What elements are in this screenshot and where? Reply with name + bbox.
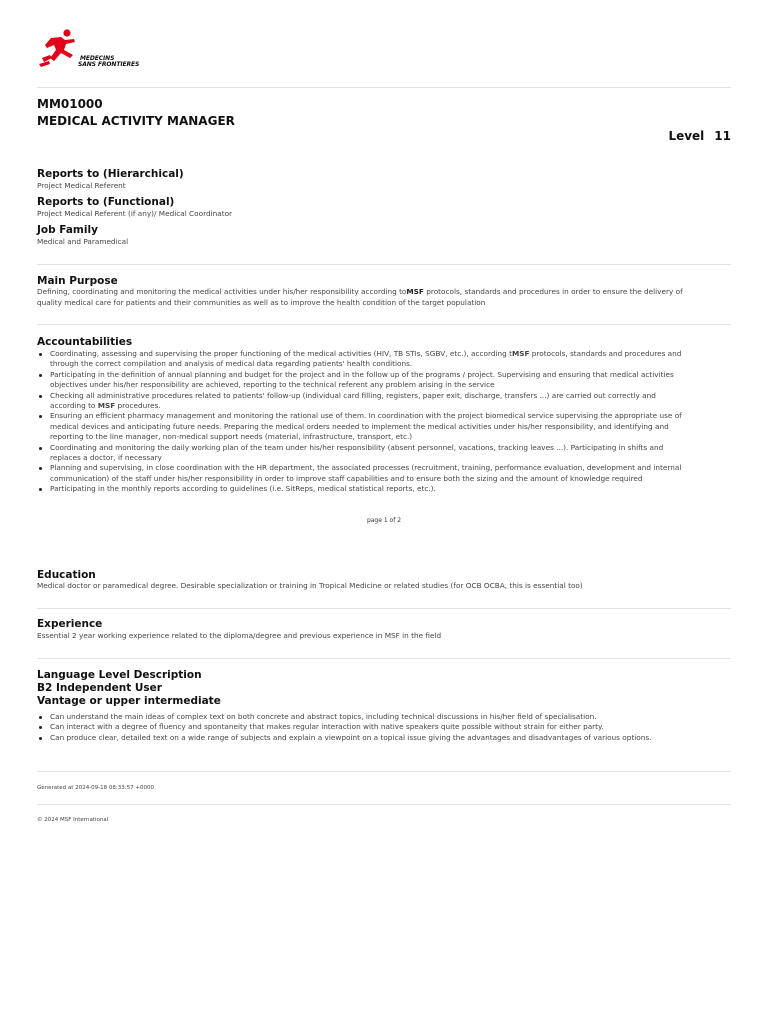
divider: [37, 804, 731, 805]
job-title: MEDICAL ACTIVITY MANAGER: [37, 114, 235, 128]
divider: [37, 324, 731, 325]
divider: [37, 608, 731, 609]
msf-logo-text: [78, 56, 139, 68]
language-heading: Language Level Description: [37, 669, 202, 681]
item-text: protocols, standards and procedures and: [529, 349, 682, 358]
item-text: Coordinating and monitoring the daily working plan of the team under his/her responsibility (absent personnel, vacations, tracking leaves ...). Participating in shifts and: [50, 442, 664, 452]
language-sublevel: Vantage or upper intermediate: [37, 695, 221, 707]
msf-logo: [37, 28, 147, 72]
divider: [37, 658, 731, 659]
list-item: [37, 391, 731, 412]
msf-bold: MSF: [511, 349, 530, 358]
main-purpose-text-part: protocols, standards and procedures in order to ensure the delivery of: [423, 287, 683, 296]
item-text: reporting to the line manager, non-medical support needs (material, infrastructure, transport, etc.): [50, 432, 413, 442]
item-text: according to: [50, 401, 98, 411]
generated-timestamp: Generated at 2024-09-18 08:33:57 +0000: [37, 785, 154, 791]
experience-value: Essential 2 year working experience related to the diploma/degree and previous experience in MSF in the field: [37, 631, 442, 640]
job-code: MM01000: [37, 97, 103, 111]
logo-line-1: MEDECINS: [80, 55, 115, 62]
list-item: Can produce clear, detailed text on a wide range of subjects and explain a viewpoint on a topical issue giving the advantages and disadvantages of various options.: [37, 733, 731, 743]
reports-hierarchical-value: Project Medical Referent: [37, 181, 126, 190]
job-family-heading: Job Family: [37, 224, 98, 236]
main-purpose-text-part: Defining, coordinating and monitoring the medical activities under his/her responsibility according to: [37, 287, 407, 296]
language-list: [37, 712, 731, 743]
list-item: [37, 349, 731, 370]
accountabilities-list: [37, 349, 731, 495]
education-value: Medical doctor or paramedical degree. Desirable specialization or training in Tropical Medicine or related studies (for OCB OCBA, this is essential too): [37, 581, 583, 590]
item-text: Coordinating, assessing and supervising the proper functioning of the medical activities (HIV, TB STIs, SGBV, etc.), according t: [50, 349, 512, 358]
main-purpose-heading: Main Purpose: [37, 275, 118, 287]
item-text: Planning and supervising, in close coordination with the HR department, the associated processes (recruitment, training, performance evaluation, development and internal: [50, 463, 682, 473]
page-number: page 1 of 2: [366, 517, 402, 524]
msf-running-man-logo-icon: [37, 28, 79, 70]
list-item: [37, 463, 731, 484]
divider: [37, 771, 731, 772]
list-item: Can understand the main ideas of complex text on both concrete and abstract topics, including technical discussions in his/her field of specialisation.: [37, 712, 731, 722]
experience-heading: Experience: [37, 618, 103, 630]
msf-bold: MSF: [97, 401, 116, 411]
level-value: 11: [714, 129, 731, 143]
list-item: [37, 370, 731, 391]
item-text: Ensuring an efficient pharmacy management and monitoring the rational use of them. In coordination with the project biomedical service supervising the appropriate use of: [50, 411, 682, 421]
item-text: Participating in the monthly reports according to guidelines (i.e. SitReps, medical statistical reports, etc.).: [50, 484, 436, 494]
level-label: Level: [668, 129, 705, 143]
item-text: replaces a doctor, if necessary: [50, 453, 162, 463]
item-text: communication) of the staff under his/her responsibility in order to improve staff capabilities and to ensure both the sizing and the amount of knowledge required: [50, 473, 643, 483]
list-item: [37, 411, 731, 442]
language-level: B2 Independent User: [37, 682, 162, 694]
logo-line-2: SANS FRONTIERES: [78, 61, 140, 68]
list-item: [37, 443, 731, 464]
reports-functional-value: Project Medical Referent (if any)/ Medical Coordinator: [37, 209, 233, 218]
main-purpose-line-2: quality medical care for patients and their communities as well as to improve the health condition of the target population: [37, 297, 486, 307]
item-text: Checking all administrative procedures related to patients' follow-up (individual card filling, registers, paper exit, discharge, transfers ...) are carried out correctly and: [50, 390, 656, 400]
item-text: objectives under his/her responsibility are achieved, reporting to the technical referent any problem arising in the service: [50, 380, 495, 390]
divider: [37, 264, 731, 265]
main-purpose-line-1: [37, 287, 731, 298]
education-heading: Education: [37, 569, 96, 581]
list-item: Can interact with a degree of fluency and spontaneity that makes regular interaction with native speakers quite possible without strain for either party.: [37, 722, 731, 732]
job-family-value: Medical and Paramedical: [37, 237, 129, 246]
reports-hierarchical-heading: Reports to (Hierarchical): [37, 168, 184, 180]
reports-functional-heading: Reports to (Functional): [37, 196, 175, 208]
item-text: medical devices and anticipating future needs. Preparing the medical orders needed to implement the medical activities under his/her responsibility, and identifying and: [50, 421, 669, 431]
main-purpose-text: [37, 287, 731, 308]
item-text: Participating in the definition of annual planning and budget for the project and in the follow up of the programs / project. Supervising and ensuring that medical activities: [50, 369, 674, 379]
divider: [37, 87, 731, 88]
job-level: [668, 129, 731, 143]
item-text: procedures.: [115, 401, 161, 411]
accountabilities-heading: Accountabilities: [37, 336, 133, 348]
msf-bold: MSF: [406, 287, 424, 296]
copyright: © 2024 MSF International: [37, 817, 109, 823]
list-item: [37, 484, 731, 494]
item-text: through the correct compilation and analysis of medical data regarding patients' health conditions.: [50, 359, 413, 369]
